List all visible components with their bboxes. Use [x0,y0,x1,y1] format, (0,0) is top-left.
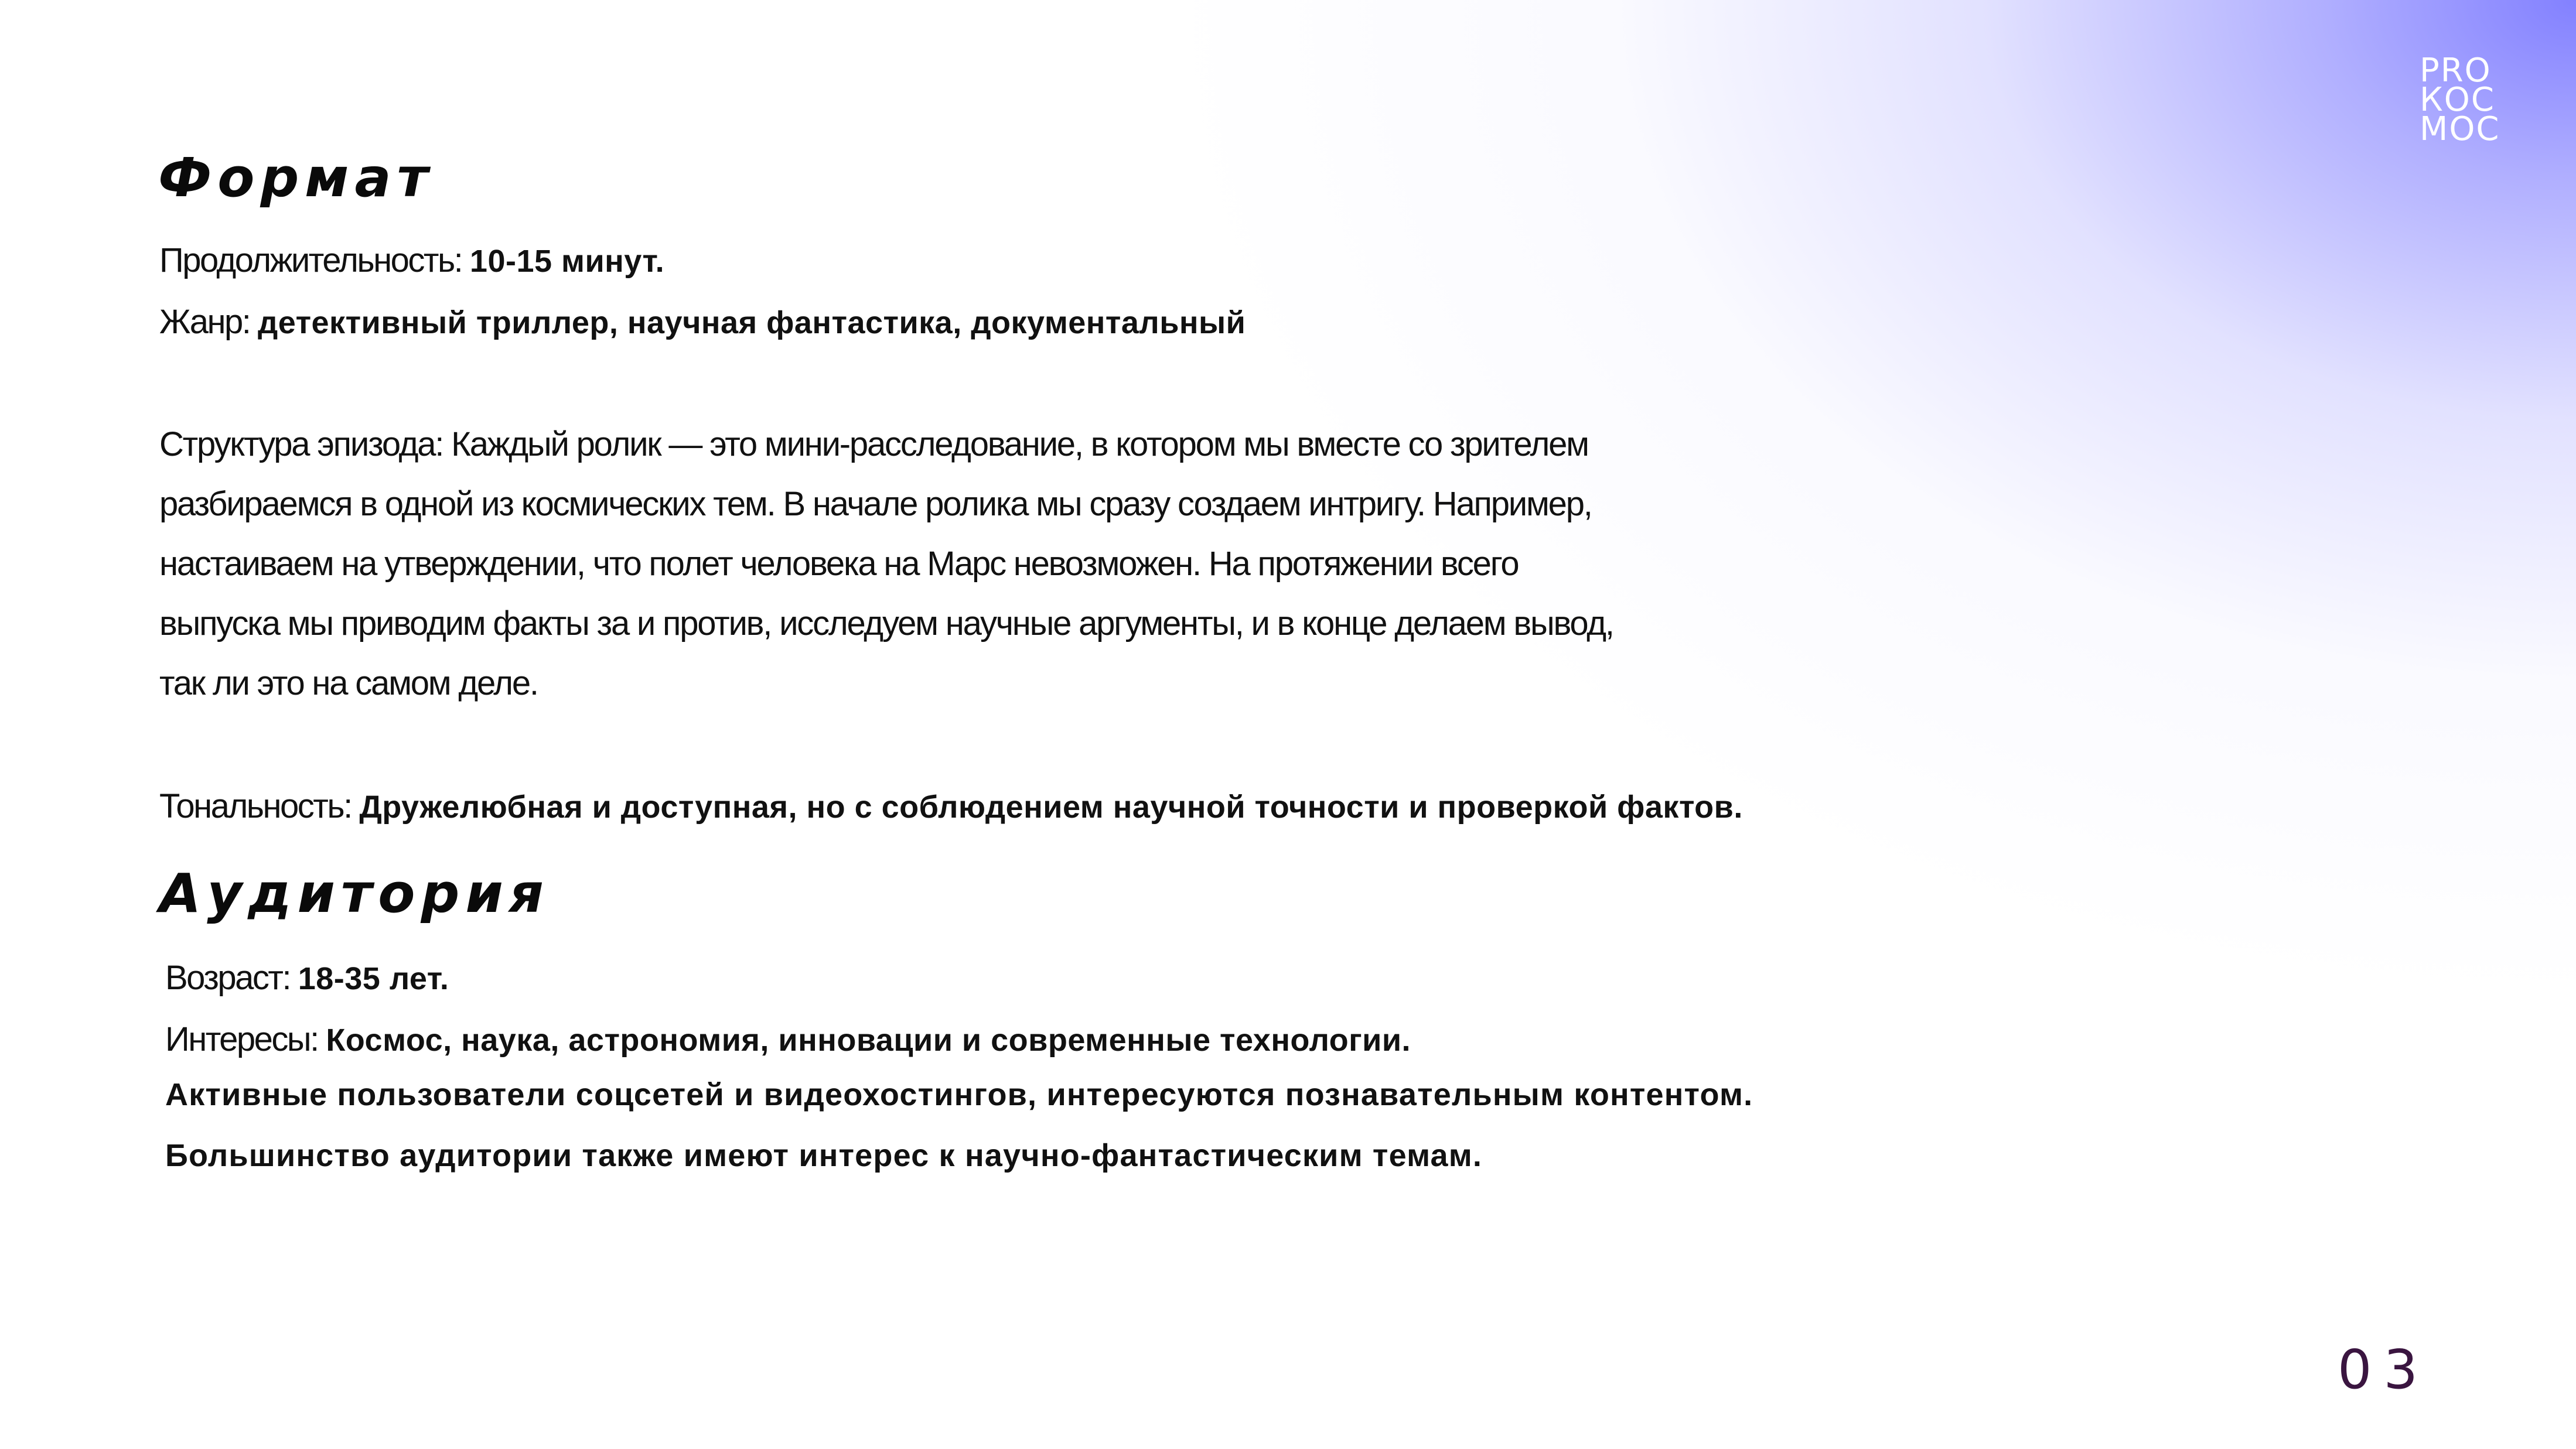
interests-label: Интересы: [165,1020,326,1058]
genre-line [159,302,1246,343]
logo-line: МОС [2420,110,2500,148]
tone-line [159,786,1743,828]
structure-line: Структура эпизода: Каждый ролик — это мини-расследование, в котором мы вместе со зрителем [159,425,1588,463]
age-value: 18-35 лет. [298,961,449,996]
prokosmos-logo [2420,52,2513,148]
structure-line: настаиваем на утверждении, что полет человека на Марс невозможен. На протяжении всего [159,545,1519,583]
format-heading: Формат [158,146,434,209]
tone-value: Дружелюбная и доступная, но с соблюдением научной точности и проверкой фактов. [359,790,1743,825]
audience-heading: Аудитория [159,862,550,925]
structure-line: разбираемся в одной из космических тем. В начале ролика мы сразу создаем интригу. Например, [159,485,1592,523]
genre-value: детективный триллер, научная фантастика, документальный [257,305,1246,340]
duration-value: 10-15 минут. [469,244,665,279]
genre-label: Жанр: [159,303,258,341]
audience-active-users-line: Активные пользователи соцсетей и видеохостингов, интересуются познавательным контентом. [165,1077,1753,1112]
age-line [165,958,449,999]
duration-line [159,240,664,282]
structure-line: так ли это на самом деле. [159,664,538,702]
page-number: 03 [2338,1338,2430,1401]
duration-label: Продолжительность: [159,241,470,279]
episode-structure-paragraph [159,415,1858,713]
logo-line: PRO [2420,52,2492,90]
audience-majority-line: Большинство аудитории также имеют интерес к научно-фантастическим темам. [165,1138,1483,1173]
logo-line: КОС [2420,81,2495,119]
tone-label: Тональность: [159,787,360,825]
interests-value: Космос, наука, астрономия, инновации и современные технологии. [326,1023,1411,1058]
age-label: Возраст: [165,959,298,997]
structure-line: выпуска мы приводим факты за и против, исследуем научные аргументы, и в конце делаем вывод, [159,604,1613,643]
interests-line [165,1019,1411,1061]
